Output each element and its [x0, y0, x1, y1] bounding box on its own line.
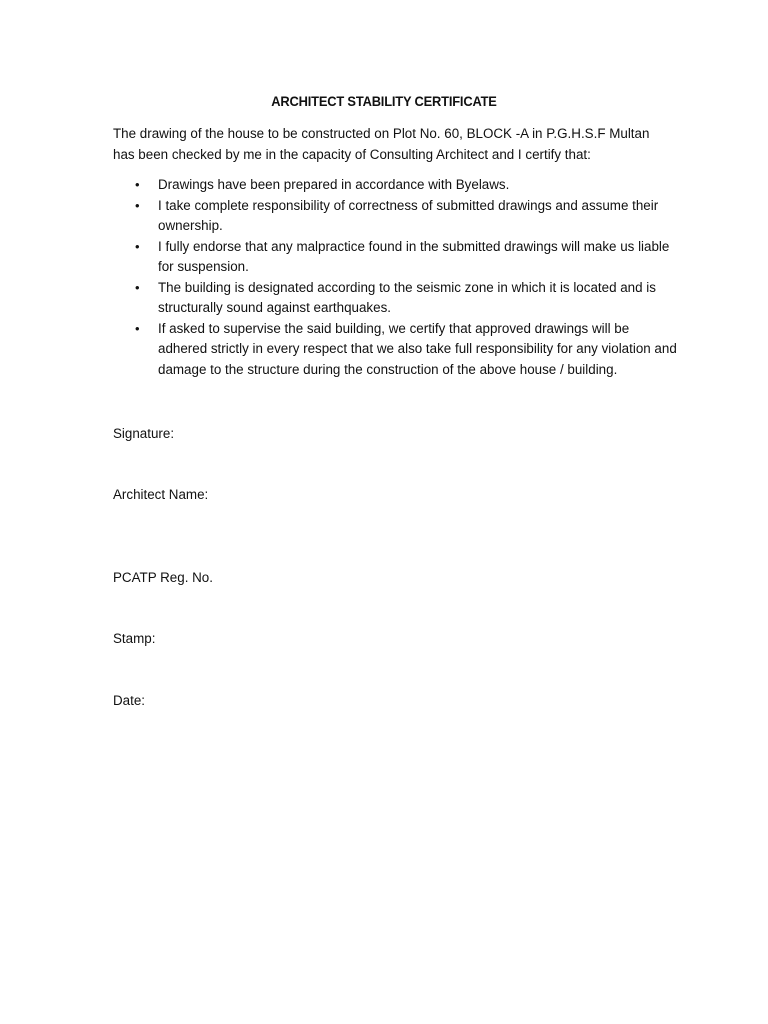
signature-label: Signature: [113, 426, 175, 441]
stamp-label: Stamp: [113, 631, 156, 646]
list-item [113, 319, 678, 381]
date-label: Date: [113, 693, 146, 708]
list-item-text: If asked to supervise the said building, we certify that approved drawings will be adhered strictly in every respect that we also take full responsibility for any violation and damage to the structure during the construction of the above house / building. [158, 320, 677, 377]
bullet-icon: • [135, 177, 140, 192]
bullet-icon: • [135, 279, 140, 295]
list-item-text: Drawings have been prepared in accordance with Byelaws. [158, 177, 510, 192]
reg-no-label: PCATP Reg. No. [113, 570, 213, 585]
bullet-icon: • [135, 197, 140, 213]
list-item [113, 237, 678, 278]
list-item [113, 278, 678, 319]
bullet-icon: • [135, 320, 140, 336]
bullet-icon: • [135, 238, 140, 254]
list-item-text: I fully endorse that any malpractice found in the submitted drawings will make us liable for suspension. [158, 238, 670, 274]
list-item-text: I take complete responsibility of correctness of submitted drawings and assume their ownership. [158, 197, 659, 233]
list-item [113, 175, 678, 196]
list-item-text: The building is designated according to the seismic zone in which it is located and is structurally sound against earthquakes. [158, 279, 656, 315]
certification-list [113, 175, 678, 380]
architect-name-label: Architect Name: [113, 487, 209, 502]
document-title: ARCHITECT STABILITY CERTIFICATE [271, 93, 497, 109]
intro-paragraph: The drawing of the house to be constructed on Plot No. 60, BLOCK -A in P.G.H.S.F Multan has been checked by me in the capacity of Consulting Architect and I certify that: [113, 126, 650, 162]
list-item [113, 196, 678, 237]
